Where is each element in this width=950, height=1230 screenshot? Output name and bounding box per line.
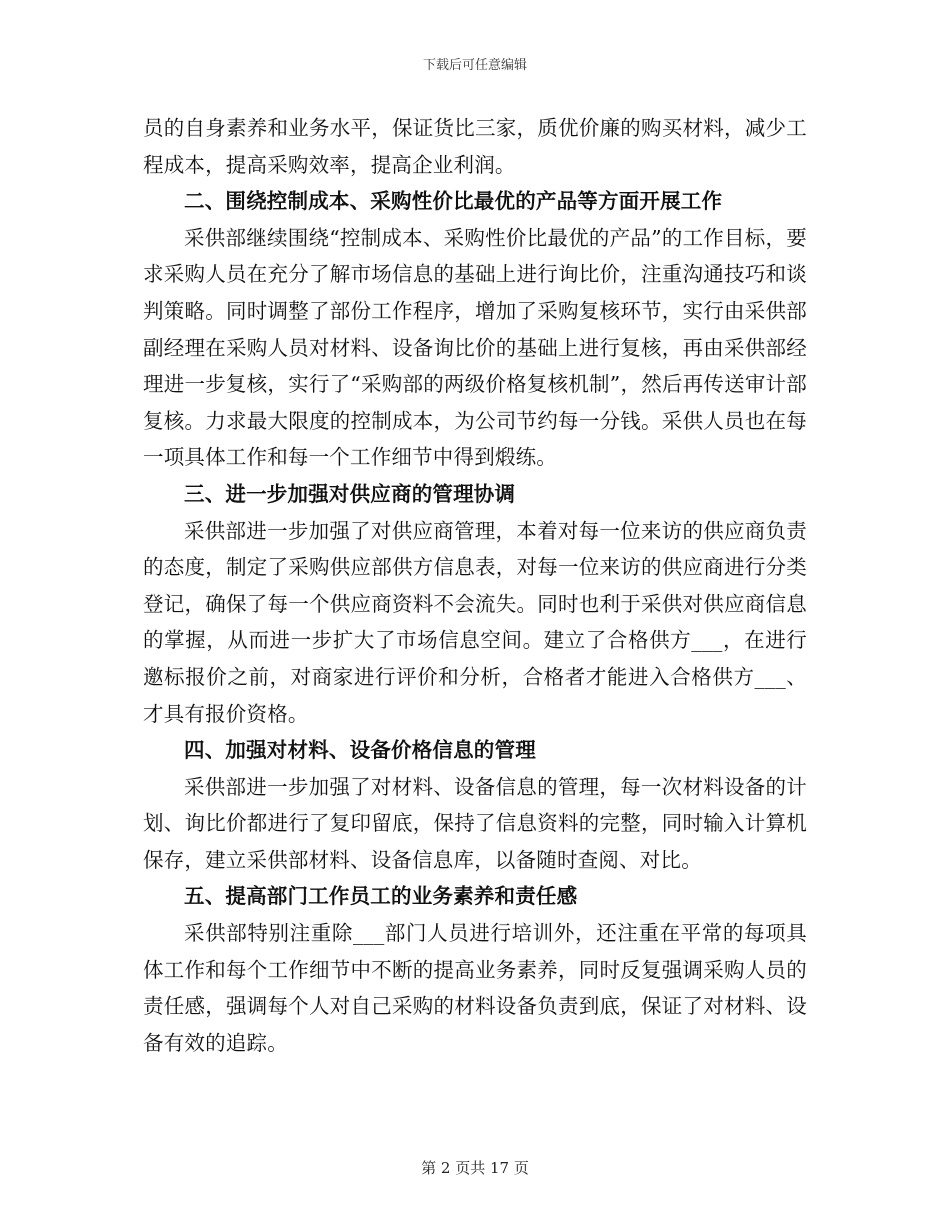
document-body bbox=[143, 110, 807, 1061]
paragraph-continued: 员的自身素养和业务水平，保证货比三家，质优价廉的购买材料，减少工程成本，提高采购效率，提高企业利润。 bbox=[143, 116, 807, 177]
section-heading-2: 二、围绕控制成本、采购性价比最优的产品等方面开展工作 bbox=[184, 189, 723, 214]
section-heading-4: 四、加强对材料、设备价格信息的管理 bbox=[184, 738, 536, 763]
paragraph-section-4: 采供部进一步加强了对材料、设备信息的管理，每一次材料设备的计划、询比价都进行了复印留底，保持了信息资料的完整，同时输入计算机保存，建立采供部材料、设备信息库，以备随时查阅、对比。 bbox=[143, 774, 807, 872]
paragraph-section-5: 采供部特别注重除___部门人员进行培训外，还注重在平常的每项具体工作和每个工作细节中不断的提高业务素养，同时反复强调采购人员的责任感，强调每个人对自己采购的材料设备负责到底，保证了对材料、设备有效的追踪。 bbox=[143, 921, 807, 1055]
section-heading-3: 三、进一步加强对供应商的管理协调 bbox=[184, 481, 516, 506]
page-footer: 第 2 页共 17 页 bbox=[421, 1159, 529, 1177]
page-header: 下载后可任意编辑 bbox=[422, 58, 527, 73]
paragraph-section-2: 采供部继续围绕“控制成本、采购性价比最优的产品”的工作目标，要求采购人员在充分了解市场信息的基础上进行询比价，注重沟通技巧和谈判策略。同时调整了部份工作程序，增加了采购复核环节，实行由采供部副经理在采购人员对材料、设备询比价的基础上进行复核，再由采供部经理进一步复核，实行了“采购部的两级价格复核机制”，然后再传送审计部复核。力求最大限度的控制成本，为公司节约每一分钱。采供人员也在每一项具体工作和每一个工作细节中得到煅练。 bbox=[143, 225, 807, 470]
section-heading-5: 五、提高部门工作员工的业务素养和责任感 bbox=[184, 884, 578, 909]
paragraph-section-3: 采供部进一步加强了对供应商管理，本着对每一位来访的供应商负责的态度，制定了采购供应部供方信息表，对每一位来访的供应商进行分类登记，确保了每一个供应商资料不会流失。同时也利于采供对供应商信息的掌握，从而进一步扩大了市场信息空间。建立了合格供方___，在进行邀标报价之前，对商家进行评价和分析，合格者才能进入合格供方___、才具有报价资格。 bbox=[143, 518, 807, 726]
